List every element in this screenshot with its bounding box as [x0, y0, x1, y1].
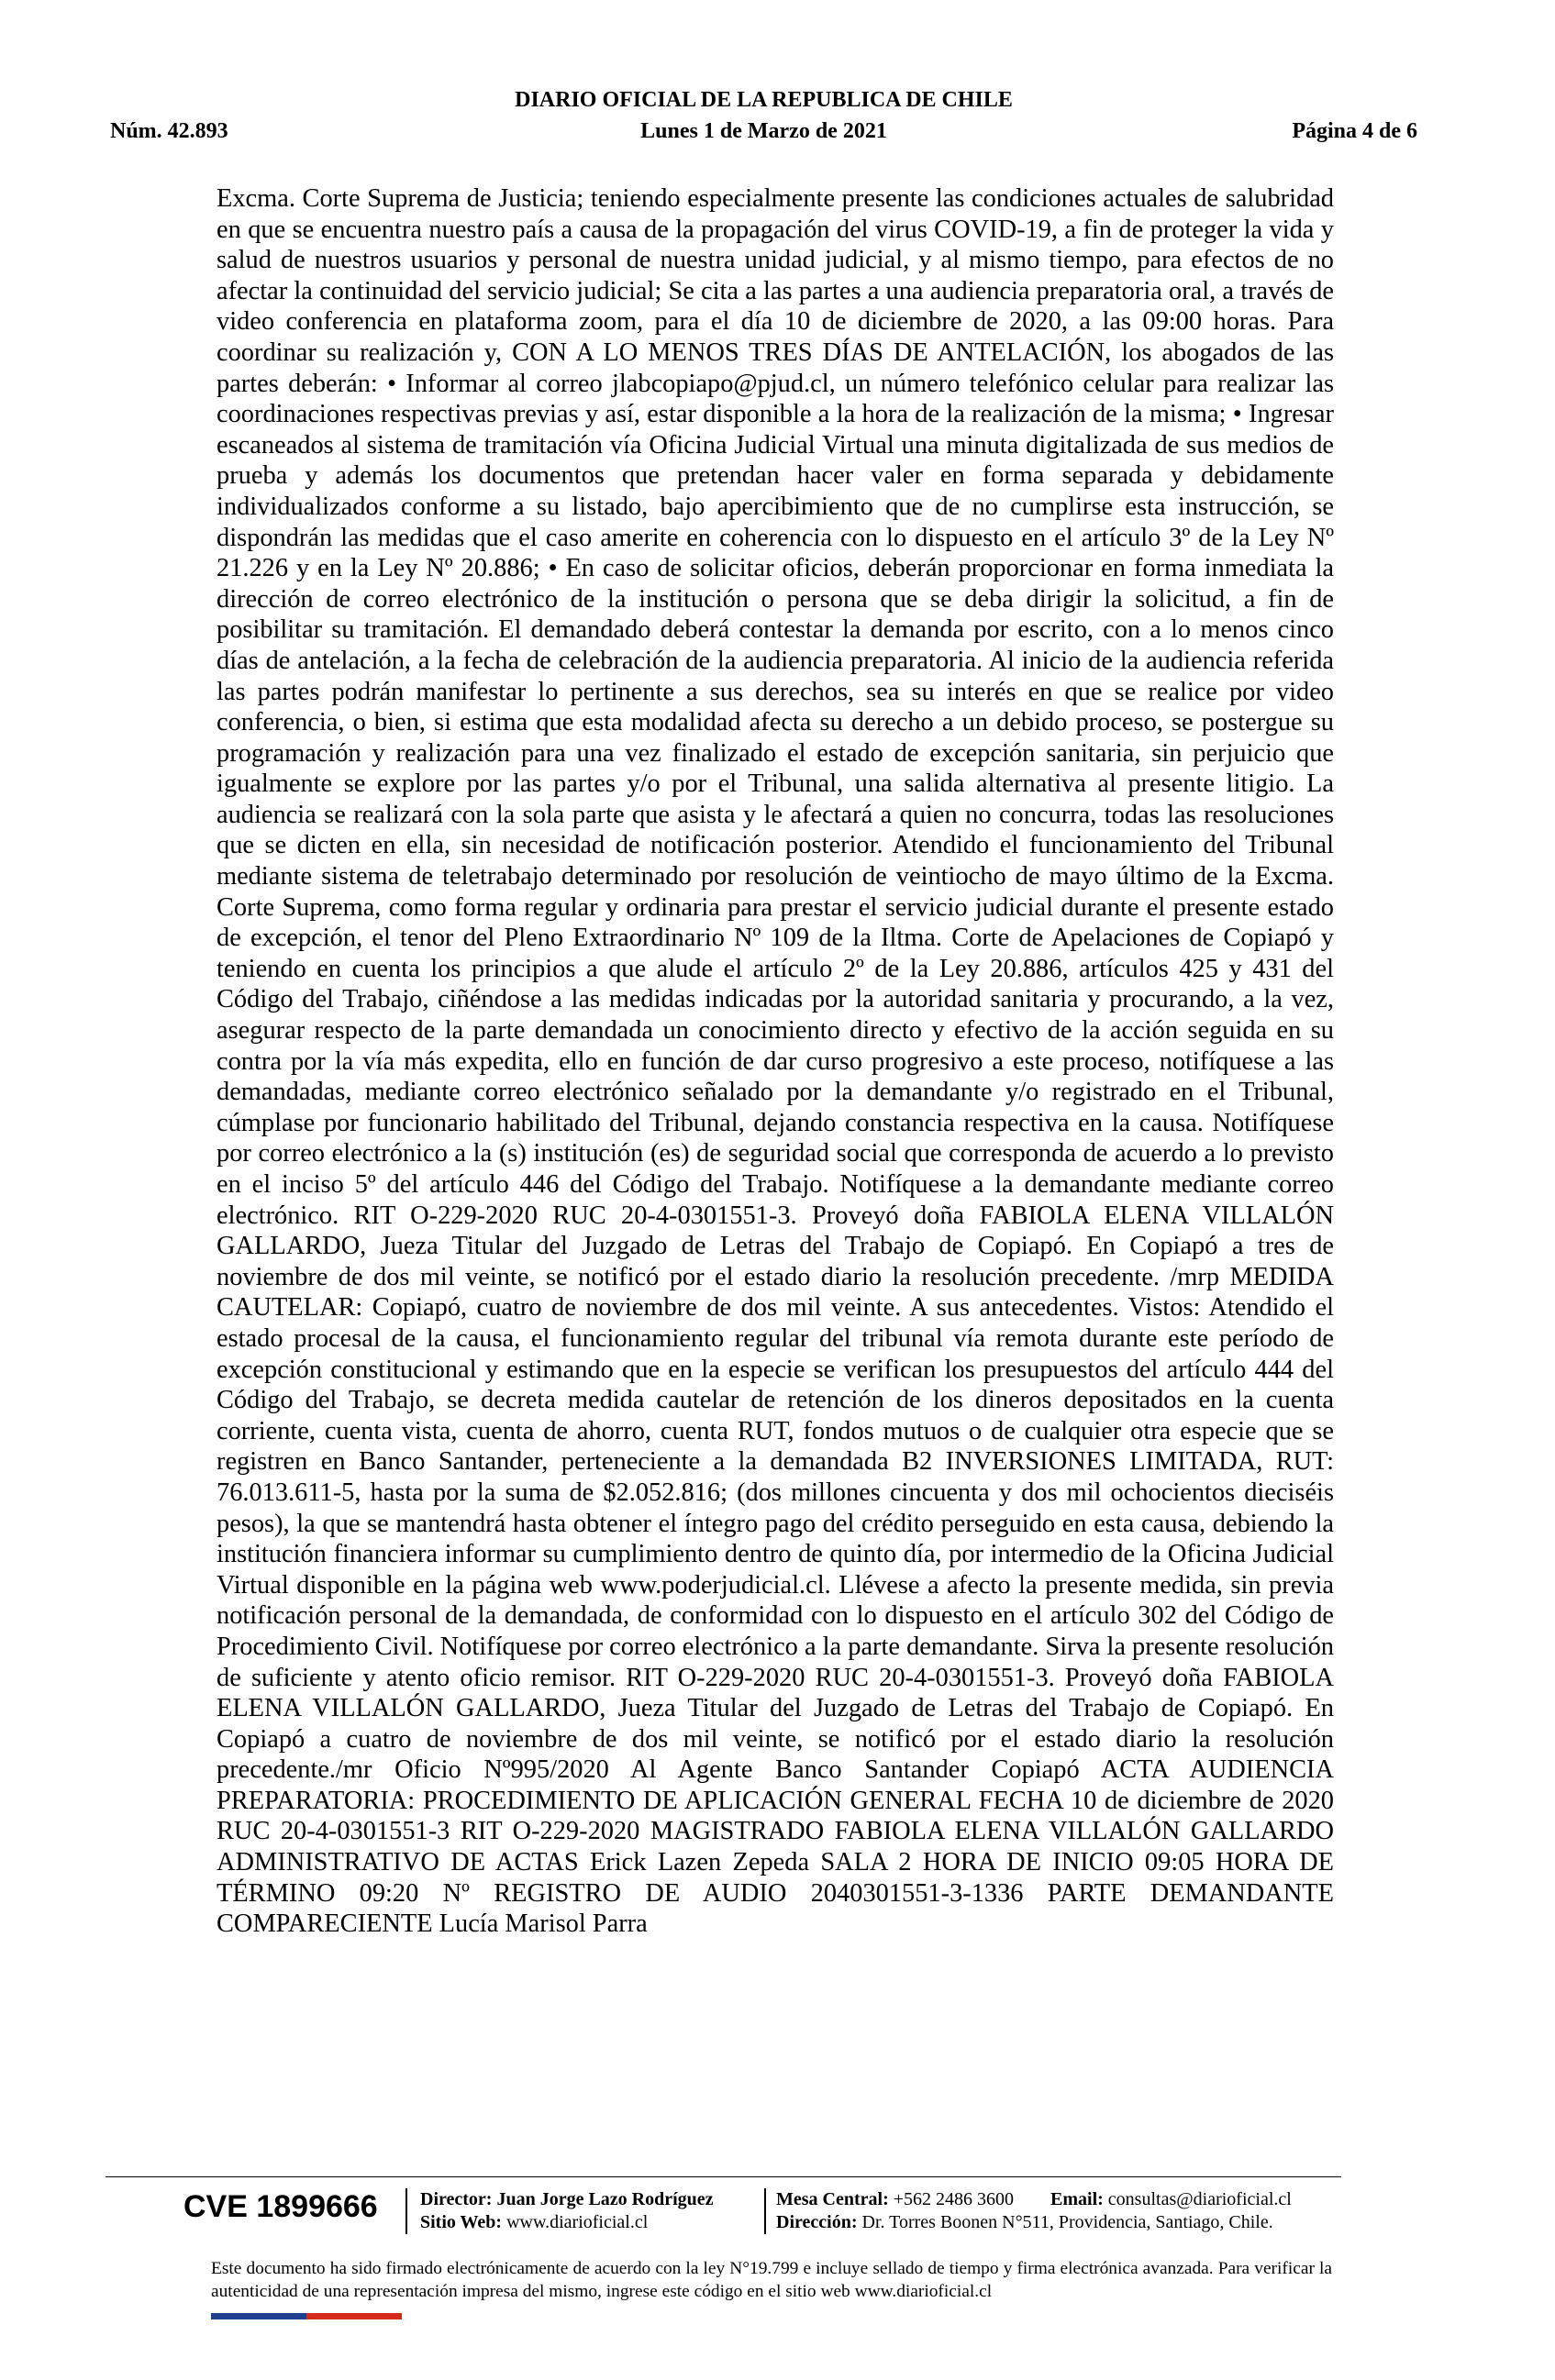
page-number: Página 4 de 6 [1292, 119, 1417, 143]
footer-separator [405, 2188, 407, 2234]
page-header [110, 88, 1417, 152]
email-link[interactable]: consultas@diarioficial.cl [1107, 2189, 1292, 2209]
email-label: Email: [1050, 2189, 1104, 2209]
footer-director-block [420, 2188, 714, 2234]
website-link[interactable]: www.diarioficial.cl [506, 2212, 649, 2232]
flag-segment [354, 2313, 402, 2319]
footer-divider [106, 2176, 1341, 2177]
phone-label: Mesa Central: [776, 2189, 889, 2209]
flag-segment [259, 2313, 306, 2319]
newspaper-title: DIARIO OFICIAL DE LA REPUBLICA DE CHILE [515, 88, 1013, 112]
director-label: Director: [420, 2189, 493, 2209]
address-value: Dr. Torres Boonen N°511, Providencia, Santiago, Chile. [861, 2212, 1273, 2232]
website-label: Sitio Web: [420, 2212, 503, 2232]
footer-separator [764, 2188, 766, 2234]
legal-notice: Este documento ha sido firmado electrónicamente de acuerdo con la ley N°19.799 e incluye sellado de tiempo y firma electrónica avanzada. Para verificar la autenticidad de una representación impresa del mismo, ingrese este código en el sitio web www.diarioficial.cl [211, 2259, 1332, 2301]
chile-flag-bar [211, 2313, 402, 2319]
flag-segment [211, 2313, 259, 2319]
flag-segment [306, 2313, 354, 2319]
cve-code: CVE 1899666 [183, 2189, 378, 2224]
issue-number: Núm. 42.893 [110, 119, 228, 143]
footer-contact-block [776, 2188, 1292, 2234]
issue-date: Lunes 1 de Marzo de 2021 [640, 119, 887, 143]
address-label: Dirección: [776, 2212, 858, 2232]
phone-value: +562 2486 3600 [893, 2189, 1015, 2209]
body-paragraph: Excma. Corte Suprema de Justicia; teniendo especialmente presente las condiciones actuales de salubridad en que se encuentra nuestro país a causa de la propagación del virus COVID-19, a fin de proteger la vida y salud de nuestros usuarios y personal de nuestra unidad judicial, y al mismo tiempo, para efectos de no afectar la continuidad del servicio judicial; Se cita a las partes a una audiencia preparatoria oral, a través de video conferencia en plataforma zoom, para el día 10 de diciembre de 2020, a las 09:00 horas. Para coordinar su realización y, CON A LO MENOS TRES DÍAS DE ANTELACIÓN, los abogados de las partes deberán: • Informar al correo jlabcopiapo@pjud.cl, un número telefónico celular para realizar las coordinaciones respectivas previas y así, estar disponible a la hora de la realización de la misma; • Ingresar escaneados al sistema de tramitación vía Oficina Judicial Virtual una minuta digitalizada de sus medios de prueba y además los documentos que pretendan hacer valer en forma separada y debidamente individualizados conforme a su listado, bajo apercibimiento que de no cumplirse esta instrucción, se dispondrán las medidas que el caso amerite en coherencia con lo dispuesto en el artículo 3º de la Ley Nº 21.226 y en la Ley Nº 20.886; • En caso de solicitar oficios, deberán proporcionar en forma inmediata la dirección de correo electrónico de la institución o persona que se deba dirigir la solicitud, a fin de posibilitar su tramitación. El demandado deberá contestar la demanda por escrito, con a lo menos cinco días de antelación, a la fecha de celebración de la audiencia preparatoria. Al inicio de la audiencia referida las partes podrán manifestar lo pertinente a sus derechos, sea su interés en que se realice por video conferencia, o bien, si estima que esta modalidad afecta su derecho a un debido proceso, se postergue su programación y realización para una vez finalizado el estado de excepción sanitaria, sin perjuicio que igualmente se explore por las partes y/o por el Tribunal, una salida alternativa al presente litigio. La audiencia se realizará con la sola parte que asista y le afectará a quien no concurra, todas las resoluciones que se dicten en ella, sin necesidad de notificación posterior. Atendido el funcionamiento del Tribunal mediante sistema de teletrabajo determinado por resolución de veintiocho de mayo último de la Excma. Corte Suprema, como forma regular y ordinaria para prestar el servicio judicial durante el presente estado de excepción, el tenor del Pleno Extraordinario Nº 109 de la Iltma. Corte de Apelaciones de Copiapó y teniendo en cuenta los principios a que alude el artículo 2º de la Ley 20.886, artículos 425 y 431 del Código del Trabajo, ciñéndose a las medidas indicadas por la autoridad sanitaria y procurando, a la vez, asegurar respecto de la parte demandada un conocimiento directo y efectivo de la acción seguida en su contra por la vía más expedita, ello en función de dar curso progresivo a este proceso, notifíquese a las demandadas, mediante correo electrónico señalado por la demandante y/o registrado en el Tribunal, cúmplase por funcionario habilitado del Tribunal, dejando constancia respectiva en la causa. Notifíquese por correo electrónico a la (s) institución (es) de seguridad social que corresponda de acuerdo a lo previsto en el inciso 5º del artículo 446 del Código del Trabajo. Notifíquese a la demandante mediante correo electrónico. RIT O-229-2020 RUC 20-4-0301551-3. Proveyó doña FABIOLA ELENA VILLALÓN GALLARDO, Jueza Titular del Juzgado de Letras del Trabajo de Copiapó. En Copiapó a tres de noviembre de dos mil veinte, se notificó por el estado diario la resolución precedente. /mrp MEDIDA CAUTELAR: Copiapó, cuatro de noviembre de dos mil veinte. A sus antecedentes. Vistos: Atendido el estado procesal de la causa, el funcionamiento regular del tribunal vía remota durante este período de excepción constitucional y estimando que en la especie se verifican los presupuestos del artículo 444 del Código del Trabajo, se decreta medida cautelar de retención de los dineros depositados en la cuenta corriente, cuenta vista, cuenta de ahorro, cuenta RUT, fondos mutuos o de cualquier otra especie que se registren en Banco Santander, perteneciente a la demandada B2 INVERSIONES LIMITADA, RUT: 76.013.611-5, hasta por la suma de $2.052.816; (dos millones cincuenta y dos mil ochocientos dieciséis pesos), la que se mantendrá hasta obtener el íntegro pago del crédito perseguido en esta causa, debiendo la institución financiera informar su cumplimiento dentro de quinto día, por intermedio de la Oficina Judicial Virtual disponible en la página web www.poderjudicial.cl. Llévese a afecto la presente medida, sin previa notificación personal de la demandada, de conformidad con lo dispuesto en el artículo 302 del Código de Procedimiento Civil. Notifíquese por correo electrónico a la parte demandante. Sirva la presente resolución de suficiente y atento oficio remisor. RIT O-229-2020 RUC 20-4-0301551-3. Proveyó doña FABIOLA ELENA VILLALÓN GALLARDO, Jueza Titular del Juzgado de Letras del Trabajo de Copiapó. En Copiapó a cuatro de noviembre de dos mil veinte, se notificó por el estado diario la resolución precedente./mr Oficio Nº995/2020 Al Agente Banco Santander Copiapó ACTA AUDIENCIA PREPARATORIA: PROCEDIMIENTO DE APLICACIÓN GENERAL FECHA 10 de diciembre de 2020 RUC 20-4-0301551-3 RIT O-229-2020 MAGISTRADO FABIOLA ELENA VILLALÓN GALLARDO ADMINISTRATIVO DE ACTAS Erick Lazen Zepeda SALA 2 HORA DE INICIO 09:05 HORA DE TÉRMINO 09:20 Nº REGISTRO DE AUDIO 2040301551-3-1336 PARTE DEMANDANTE COMPARECIENTE Lucía Marisol Parra [217, 184, 1334, 1939]
director-name: Juan Jorge Lazo Rodríguez [496, 2189, 714, 2209]
